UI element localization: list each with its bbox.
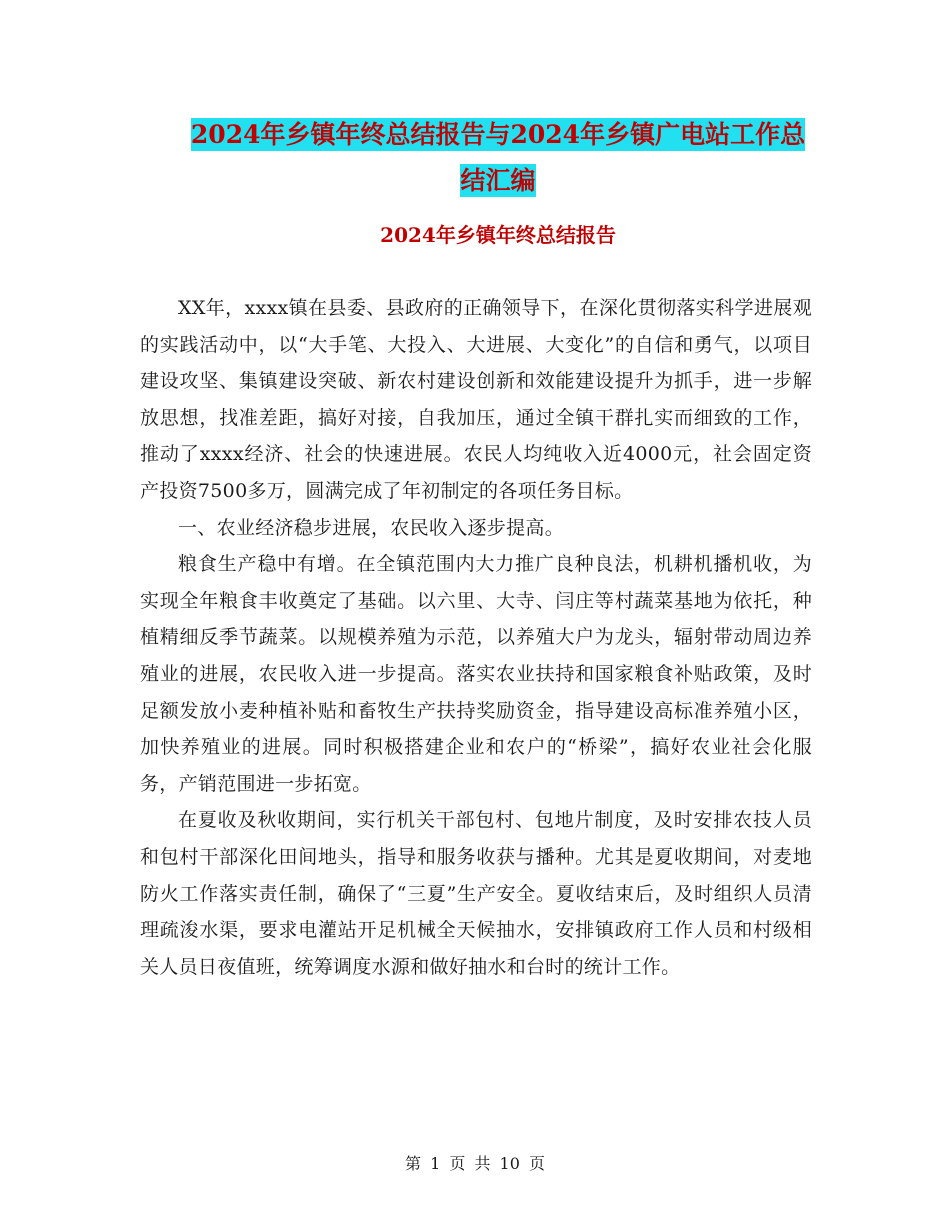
document-body xyxy=(140,290,812,985)
section-title: 2024年乡镇年终总结报告 xyxy=(380,223,616,247)
document-title-line-2: 结汇编 xyxy=(460,166,536,195)
document-title xyxy=(140,112,856,204)
body-paragraph-2: 一、农业经济稳步进展，农民收入逐步提高。 xyxy=(178,516,565,539)
body-paragraph-3: 粮食生产稳中有增。在全镇范围内大力推广良种良法，机耕机播机收，为实现全年粮食丰收奠定了基础。以六里、大寺、闫庄等村蔬菜基地为依托，种植精细反季节蔬菜。以规模养殖为示范，以养殖大户为龙头，辐射带动周边养殖业的进展，农民收入进一步提高。落实农业扶持和国家粮食补贴政策，及时足额发放小麦种植补贴和畜牧生产扶持奖励资金，指导建设高标准养殖小区，加快养殖业的进展。同时积极搭建企业和农户的“桥梁”，搞好农业社会化服务，产销范围进一步拓宽。 xyxy=(140,553,812,795)
body-paragraph-4: 在夏收及秋收期间，实行机关干部包村、包地片制度，及时安排农技人员和包村干部深化田间地头，指导和服务收获与播种。尤其是夏收期间，对麦地防火工作落实责任制，确保了“三夏”生产安全。夏收结束后，及时组织人员清理疏浚水渠，要求电灌站开足机械全天候抽水，安排镇政府工作人员和村级相关人员日夜值班，统筹调度水源和做好抽水和台时的统计工作。 xyxy=(140,809,812,978)
body-paragraph-1: XX年，xxxx镇在县委、县政府的正确领导下，在深化贯彻落实科学进展观的实践活动中，以“大手笔、大投入、大进展、大变化”的自信和勇气，以项目建设攻坚、集镇建设突破、新农村建设创新和效能建设提升为抓手，进一步解放思想，找准差距，搞好对接，自我加压，通过全镇干群扎实而细致的工作，推动了xxxx经济、社会的快速进展。农民人均纯收入近4000元，社会固定资产投资7500多万，圆满完成了年初制定的各项任务目标。 xyxy=(140,297,812,502)
page-footer: 第 1 页 共 10 页 xyxy=(405,1154,545,1173)
document-title-line-1: 2024年乡镇年终总结报告与2024年乡镇广电站工作总 xyxy=(190,120,806,149)
